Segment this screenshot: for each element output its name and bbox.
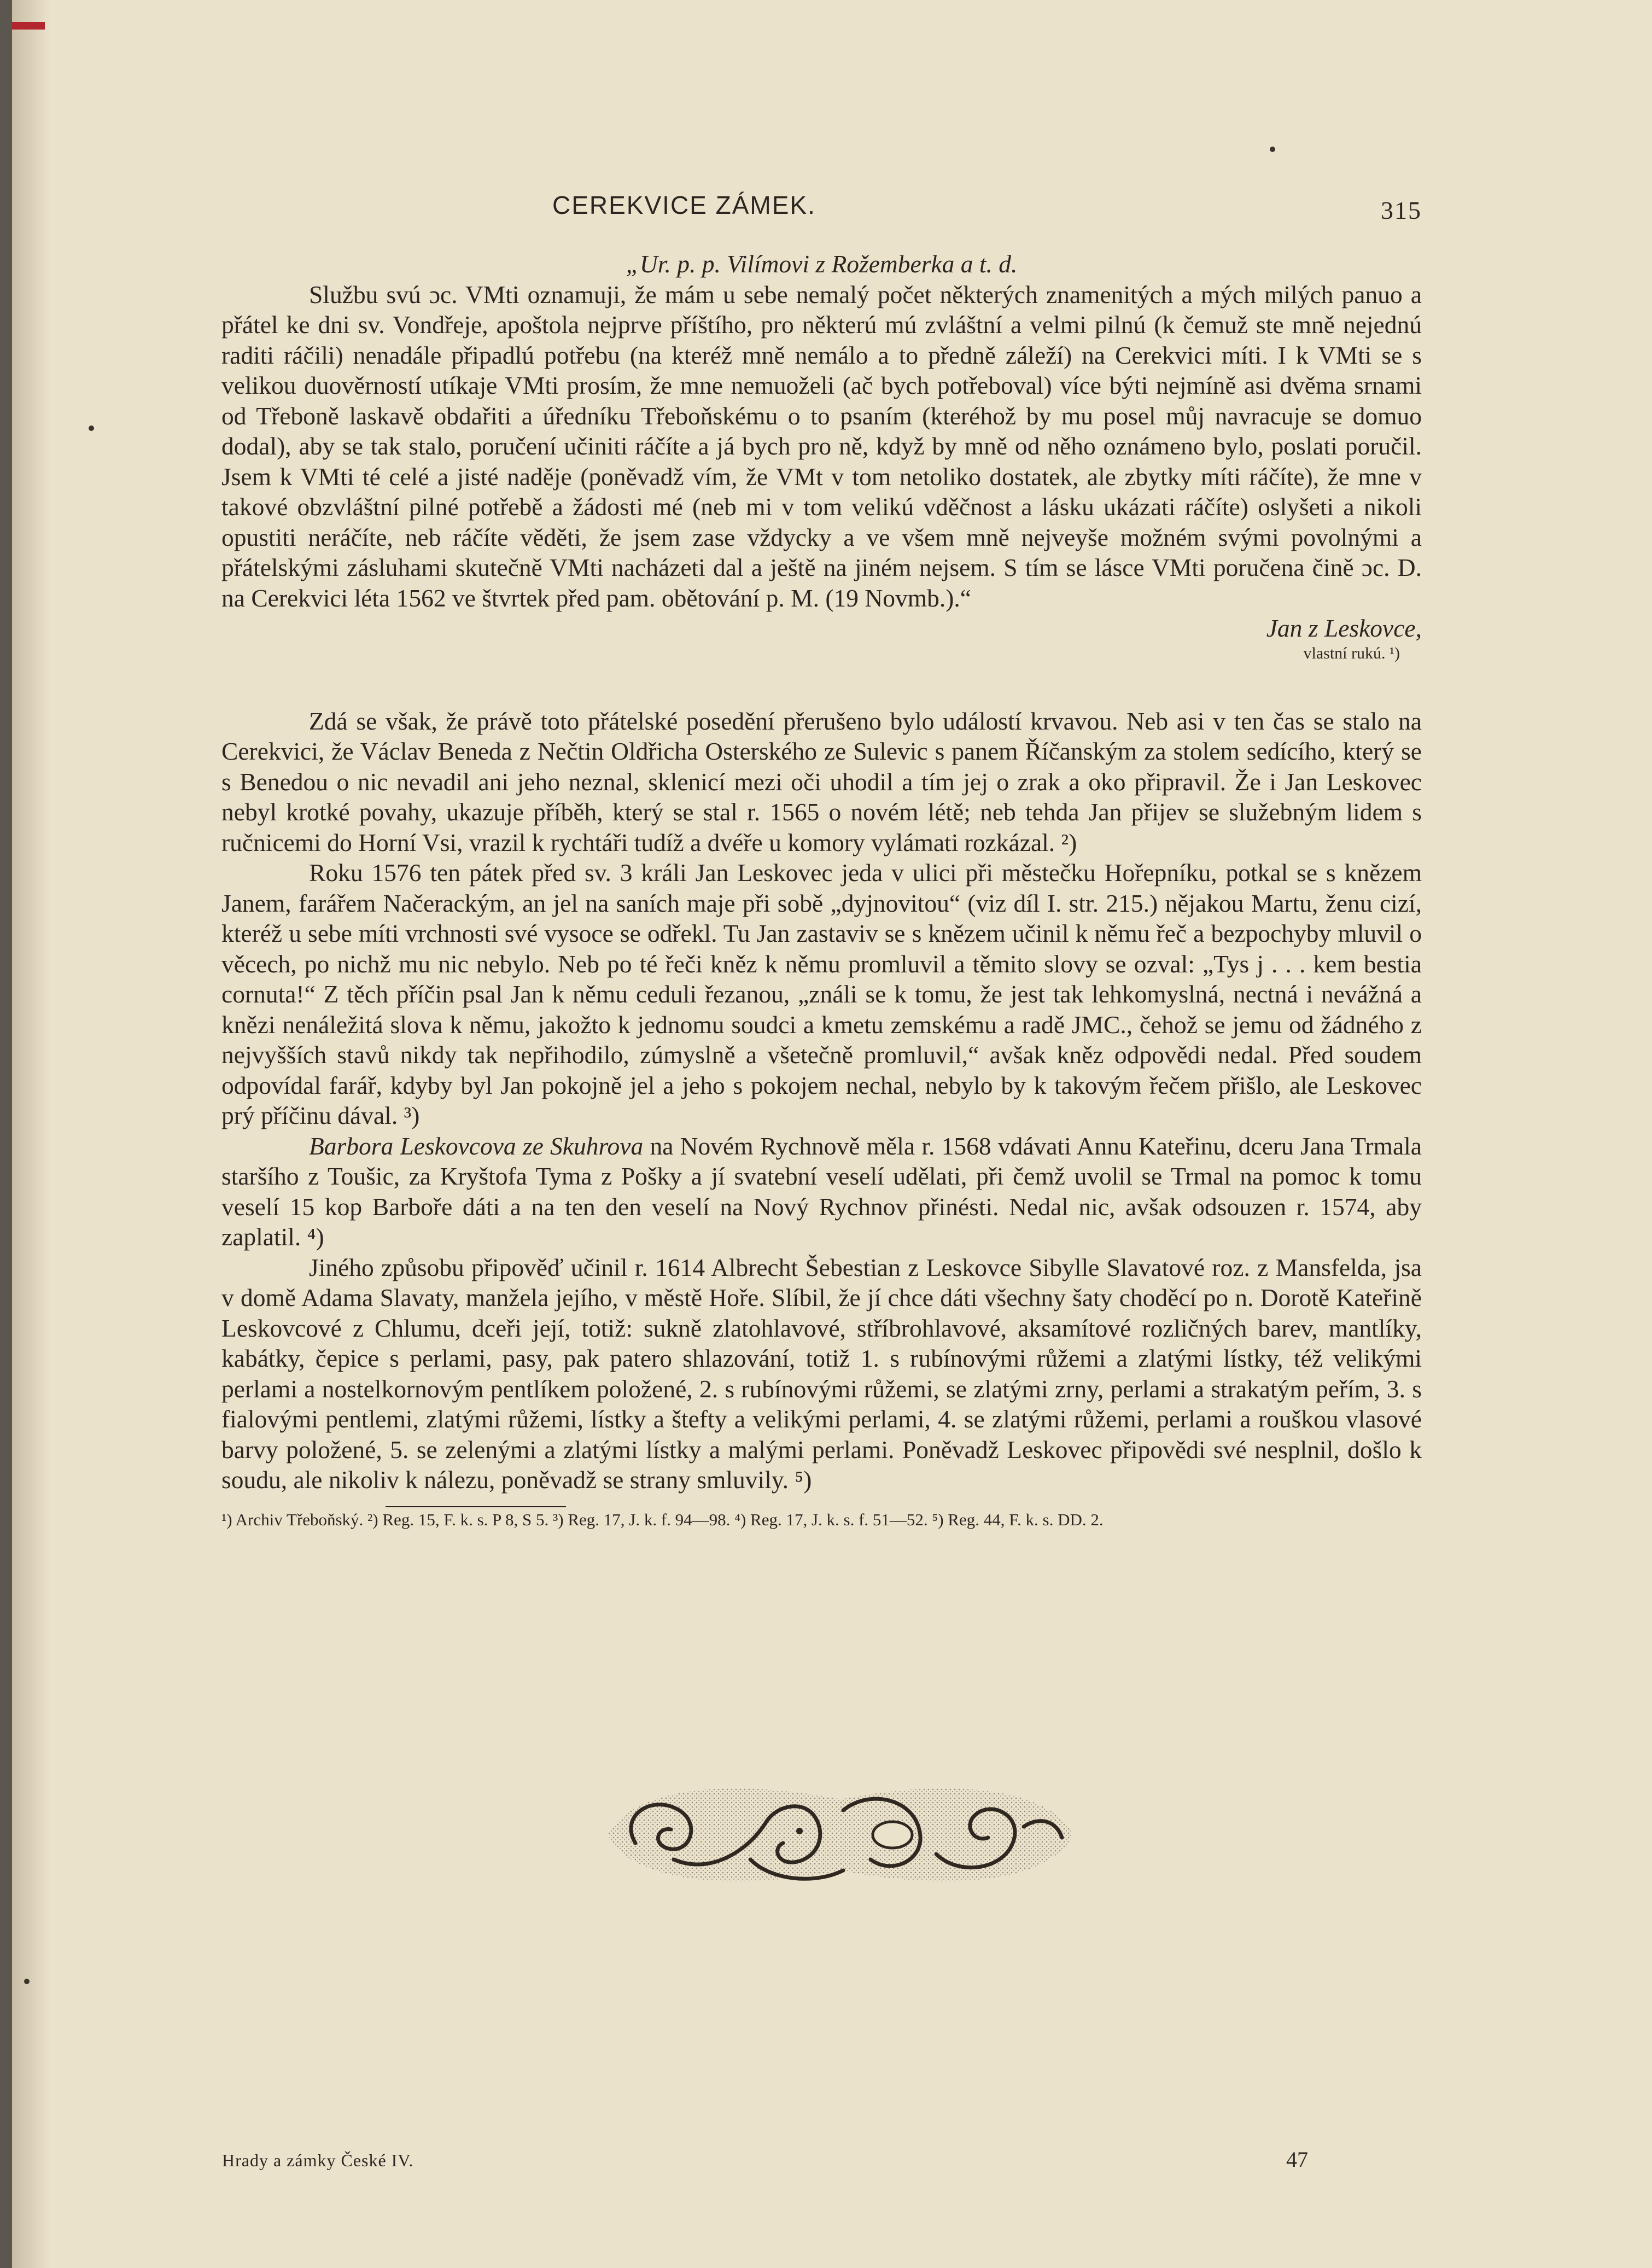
speck	[24, 1979, 30, 1984]
letter-body: Službu svú ɔc. VMti oznamuji, že mám u sebe nemalý počet některých znamenitých a mých milých panuo a přátel ke dni sv. Vondřeje, apoštola nejprve příštího, pro některú mú zvláštní a velmi pilnú (k čemuž ste mně nejednú raditi ráčili) nenadále připadlú potřebu (na kteréž mně nemálo a to předně záleží) na Cerekvici míti. I k VMti se s velikou duověrností utíkaje VMti prosím, že mne nemuoželi (ač bych potřeboval) více býti nejmíně asi dvěma srnami od Třeboně laskavě obdařiti a úředníku Třeboňskému o to psaním (kteréhož by mu posel můj navracuje se domuo dodal), aby se tak stalo, poručení učiniti ráčíte a já bych pro ně, když by mně od něho oznámeno bylo, poslati poručil. Jsem k VMti té celé a jisté naděje (poněvadž vím, že VMt v tom netoliko dostatek, ale zbytky míti ráčíte), že mne v takové obzvláštní pilné potřebě a žádosti mé (neb mi v tom velikú vděčnost a lásku ukázati ráčíte) oslyšeti a nikoli opustiti neráčíte, neb ráčíte věděti, že jsem zase vždycky a ve všem mně nejveyše možném svými povolnými a přátelskými zásluhami skutečně VMti nacházeti dal a ještě na jiném nejsem. S tím se lásce VMti poručena čině ɔc. D. na Cerekvici léta 1562 ve štvrtek před pam. obětování p. M. (19 Novmb.).“	[221, 280, 1422, 612]
ornament-vignette	[586, 1766, 1095, 1903]
footer-signature-mark: 47	[1286, 2147, 1308, 2172]
paragraph: Zdá se však, že právě toto přátelské posedění přerušeno bylo událostí krvavou. Neb asi v ten čas se stalo na Cerekvici, že Václav Beneda z Nečtin Oldřicha Osterského ze Sulevic s panem Říčanským za stolem sedícího, který se s Benedou o nic nevadil ani jeho neznal, sklenicí mezi oči uhodil a tím jej o zrak a oko připravil. Že i Jan Leskovec nebyl krotké povahy, ukazuje příběh, který se stal r. 1565 o novém létě; neb tehda Jan přijev se služebným lidem s ručnicemi do Horní Vsi, vrazil k rychtáři tudíž a dvéře u komory vylámati rozkázal. ²)	[221, 707, 1422, 856]
paragraph: Jiného způsobu připověď učinil r. 1614 Albrecht Šebestian z Leskovce Sibylle Slavatové roz. z Mansfelda, jsa v domě Adama Slavaty, manžela jejího, v městě Hoře. Slíbil, že jí chce dáti všechny šaty choděcí po n. Dorotě Kateřině Leskovcové z Chlumu, dceři její, totiž: sukně zlatohlavové, stříbrohlavové, aksamítové rozličných barev, mantlíky, kabátky, čepice s perlami, pasy, pak patero shlazování, totiž 1. s rubínovými růžemi a zlatými lístky, též velikými perlami a nostelkornovým pentlíkem položené, 2. s rubínovými růžemi, se zlatými zrny, perlami a strakatým peřím, 3. s fialovými pentlemi, zlatými růžemi, lístky a štefty a velikými perlami, 4. se zlatými růžemi, perlami a rouškou vlasové barvy položené, 5. se zelenými a zlatými lístky a malými perlami. Poněvadž Leskovec připovědi své nesplnil, došlo k soudu, ale nikoliv k nálezu, poněvadž se strany smluvily. ⁵)	[221, 1253, 1422, 1494]
paragraph-barbora	[221, 1131, 1422, 1252]
footer-series-title: Hrady a zámky České IV.	[222, 2150, 414, 2170]
running-head-title: CEREKVICE ZÁMEK.	[552, 191, 816, 219]
speck	[89, 425, 94, 431]
footnotes: ¹) Archiv Třeboňský. ²) Reg. 15, F. k. s. P 8, S 5. ³) Reg. 17, J. k. f. 94—98. ⁴) Reg. 17, J. k. s. f. 51—52. ⁵) Reg. 44, F. k. s. DD. 2.	[221, 1509, 1104, 1529]
speck	[1270, 147, 1275, 152]
main-text	[221, 249, 1422, 1532]
letter-address: „Ur. p. p. Vilímovi z Rožemberka a t. d.	[626, 250, 1018, 278]
paragraph-text: na Novém Rychnově měla r. 1568 vdávati Annu Kateřinu, dceru Jana Trmala staršího z Toušic, za Kryštofa Tyma z Pošky a jí svatební veselí udělati, při čemž uvolil se Trmal na pomoc k tomu veselí 15 kop Barboře dáti a na ten den veselí na Nový Rychnov přinésti. Nedal nic, avšak odsouzen r. 1574, aby zaplatil. ⁴)	[221, 1132, 1422, 1251]
page-leaf	[12, 0, 1652, 2268]
section-gap	[221, 663, 1422, 706]
paragraph: Roku 1576 ten pátek před sv. 3 králi Jan Leskovec jeda v ulici při městečku Hořepníku, potkal se s knězem Janem, farářem Načerackým, an jel na saních maje při sobě „dyjnovitou“ (viz díl I. str. 215.) nějakou Martu, ženu cizí, kteréž u sebe míti vrchnosti své vysoce se odřekl. Tu Jan zastaviv se s knězem učinil k němu řeč a bezpochyby mluvil o věcech, po nichž mu nic nebylo. Neb po té řeči kněz k němu promluvil a těmito slovy se ozval: „Tys j . . . kem bestia cornuta!“ Z těch příčin psal Jan k němu ceduli řezanou, „ználi se k tomu, že jest tak lehkomyslná, nectná i nevážná a knězi nenáležitá slova k němu, jakožto k jednomu soudci a kmetu zemskému a radě JMC., čehož se jemu od žádného z nejvyšších stavů nikdy tak nepřihodilo, zúmyslně a všetečně promluvil,“ avšak kněz odpovědi nedal. Před soudem odpovídal farář, kdyby byl Jan pokojně jel a jeho s pokojem nechal, nebylo by k takovým řečem přišlo, ale Leskovec prý příčinu dával. ³)	[221, 859, 1422, 1129]
page-number: 315	[1381, 196, 1422, 224]
letter-signature-note: vlastní rukú. ¹)	[1303, 644, 1400, 662]
page	[12, 0, 1652, 2268]
letter-signature: Jan z Leskovce,	[1266, 614, 1422, 642]
running-head	[219, 190, 1422, 229]
person-name: Barbora Leskovcova ze Skuhrova	[309, 1132, 644, 1160]
